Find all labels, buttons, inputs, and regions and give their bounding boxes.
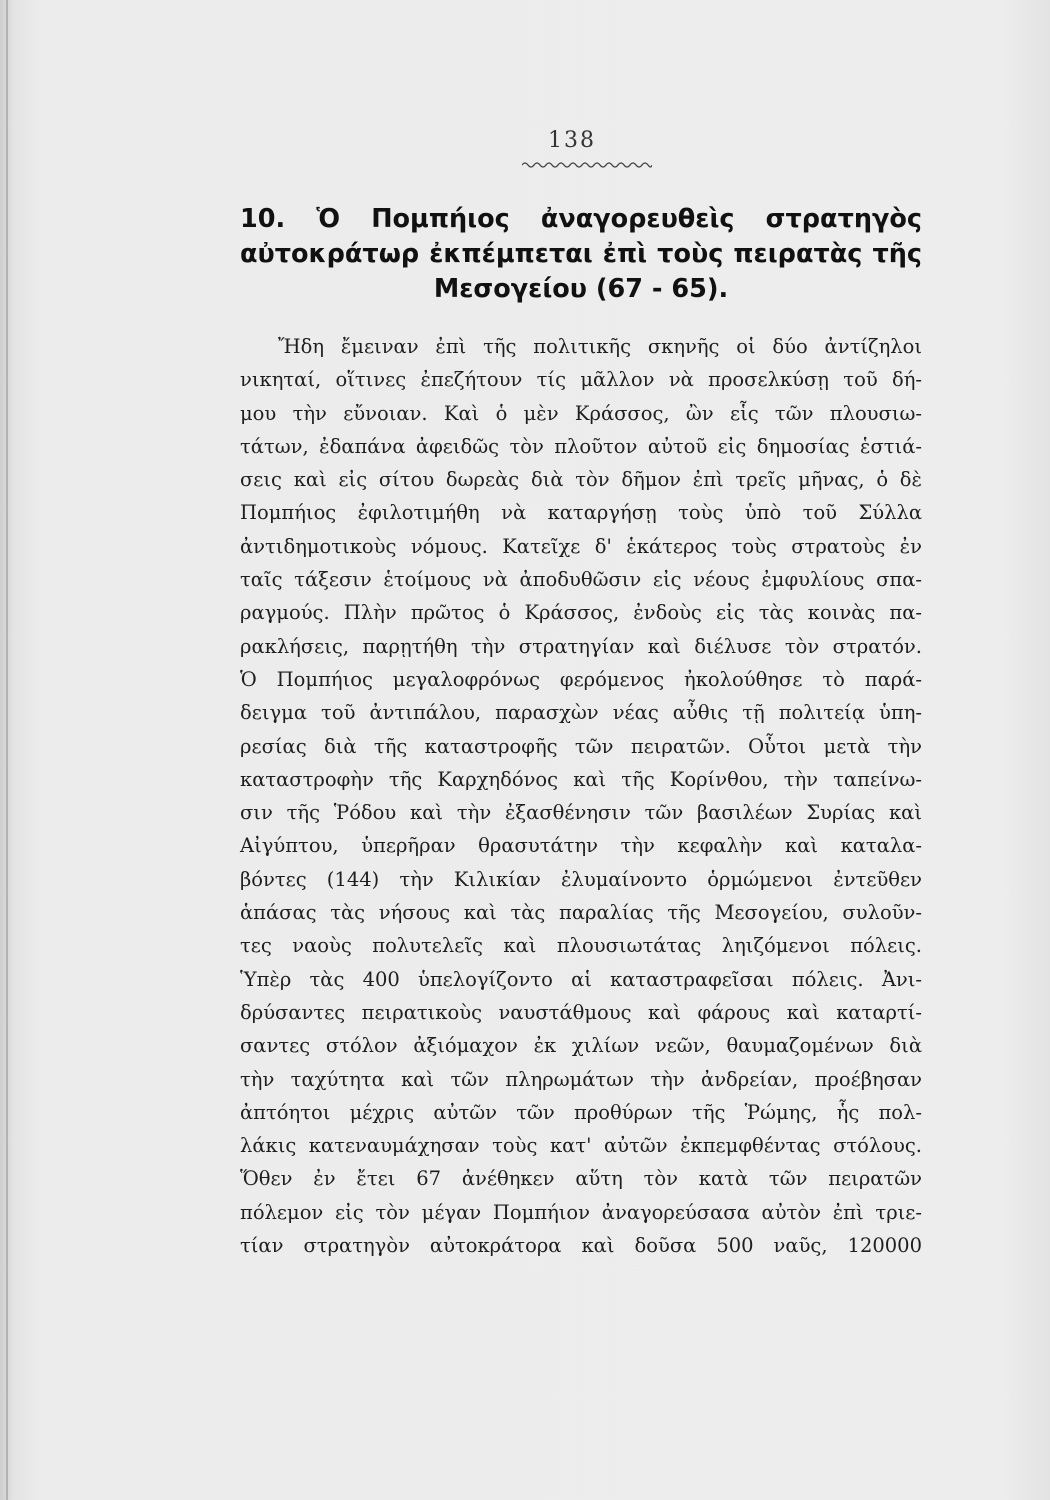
text-line: πόλεμον εἰς τὸν μέγαν Πομπήιον ἀναγορεύσασα αὐτὸν ἐπὶ τριε-: [240, 1200, 922, 1224]
text-line: σαντες στόλον ἀξιόμαχον ἐκ χιλίων νεῶν, θαυμαζομένων διὰ: [240, 1034, 922, 1058]
text-line: σιν τῆς Ῥόδου καὶ τὴν ἐξασθένησιν τῶν βασιλέων Συρίας καὶ: [240, 801, 922, 825]
text-line: ρεσίας διὰ τῆς καταστροφῆς τῶν πειρατῶν. Οὗτοι μετὰ τὴν: [240, 734, 922, 758]
wavy-rule-ornament: [522, 160, 652, 170]
text-line: ταῖς τάξεσιν ἑτοίμους νὰ ἀποδυθῶσιν εἰς νέους ἐμφυλίους σπα-: [240, 568, 922, 592]
binding-gutter: [6, 0, 8, 1500]
text-line: καταστροφὴν τῆς Καρχηδόνος καὶ τῆς Κορίνθου, τὴν ταπείνω-: [240, 767, 922, 791]
text-line: μου τὴν εὔνοιαν. Καὶ ὁ μὲν Κράσσος, ὢν εἷς τῶν πλουσιω-: [240, 401, 922, 425]
heading-line-1: 10. Ὁ Πομπήιος ἀναγορευθεὶς στρατηγὸς: [240, 204, 922, 234]
body-text: [240, 330, 922, 1262]
text-line: Ὑπὲρ τὰς 400 ὑπελογίζοντο αἱ καταστραφεῖσαι πόλεις. Ἀνι-: [240, 967, 922, 991]
text-line: ρακλήσεις, παρῃτήθη τὴν στρατηγίαν καὶ διέλυσε τὸν στρατόν.: [240, 634, 922, 658]
text-line: Πομπήιος ἐφιλοτιμήθη νὰ καταργήσῃ τοὺς ὑπὸ τοῦ Σύλλα: [240, 501, 922, 525]
text-line: ἀντιδημοτικοὺς νόμους. Κατεῖχε δ' ἑκάτερος τοὺς στρατοὺς ἐν: [240, 534, 922, 558]
text-line: ἀπτόητοι μέχρις αὐτῶν τῶν προθύρων τῆς Ῥώμης, ἧς πολ-: [240, 1100, 922, 1124]
text-line: Ὁ Πομπήιος μεγαλοφρόνως φερόμενος ἠκολούθησε τὸ παρά-: [240, 667, 922, 691]
text-line: Αἰγύπτου, ὑπερῆραν θρασυτάτην τὴν κεφαλὴν καὶ καταλα-: [240, 834, 922, 858]
heading-line-3: Μεσογείου (67 - 65).: [433, 274, 729, 304]
text-line: νικηταί, οἵτινες ἐπεζήτουν τίς μᾶλλον νὰ προσελκύσῃ τοῦ δή-: [240, 368, 922, 392]
text-line: Ὅθεν ἐν ἔτει 67 ἀνέθηκεν αὕτη τὸν κατὰ τῶν πειρατῶν: [240, 1167, 922, 1191]
text-line: τὴν ταχύτητα καὶ τῶν πληρωμάτων τὴν ἀνδρείαν, προέβησαν: [240, 1067, 922, 1091]
page-number: 138: [548, 128, 596, 153]
text-line: Ἤδη ἔμειναν ἐπὶ τῆς πολιτικῆς σκηνῆς οἱ δύο ἀντίζηλοι: [278, 335, 922, 358]
text-line: τες ναοὺς πολυτελεῖς καὶ πλουσιωτάτας ληιζόμενοι πόλεις.: [240, 934, 922, 958]
heading-line-2: αὐτοκράτωρ ἐκπέμπεται ἐπὶ τοὺς πειρατὰς τῆς: [240, 239, 922, 269]
text-line: τάτων, ἐδαπάνα ἀφειδῶς τὸν πλοῦτον αὐτοῦ εἰς δημοσίας ἑστιά-: [240, 434, 922, 458]
text-line: βόντες (144) τὴν Κιλικίαν ἐλυμαίνοντο ὁρμώμενοι ἐντεῦθεν: [240, 867, 922, 891]
text-line: σεις καὶ εἰς σίτου δωρεὰς διὰ τὸν δῆμον ἐπὶ τρεῖς μῆνας, ὁ δὲ: [240, 468, 922, 492]
text-line: ἁπάσας τὰς νήσους καὶ τὰς παραλίας τῆς Μεσογείου, συλοῦν-: [240, 901, 922, 925]
text-line: τίαν στρατηγὸν αὐτοκράτορα καὶ δοῦσα 500 ναῦς, 120000: [240, 1234, 922, 1258]
section-heading: [240, 202, 922, 307]
text-line: δρύσαντες πειρατικοὺς ναυστάθμους καὶ φάρους καὶ καταρτί-: [240, 1000, 922, 1024]
text-line: ραγμούς. Πλὴν πρῶτος ὁ Κράσσος, ἐνδοὺς εἰς τὰς κοινὰς πα-: [240, 601, 922, 625]
text-line: λάκις κατεναυμάχησαν τοὺς κατ' αὐτῶν ἐκπεμφθέντας στόλους.: [240, 1134, 922, 1158]
text-line: δειγμα τοῦ ἀντιπάλου, παρασχὼν νέας αὖθις τῇ πολιτείᾳ ὑπη-: [240, 701, 922, 725]
